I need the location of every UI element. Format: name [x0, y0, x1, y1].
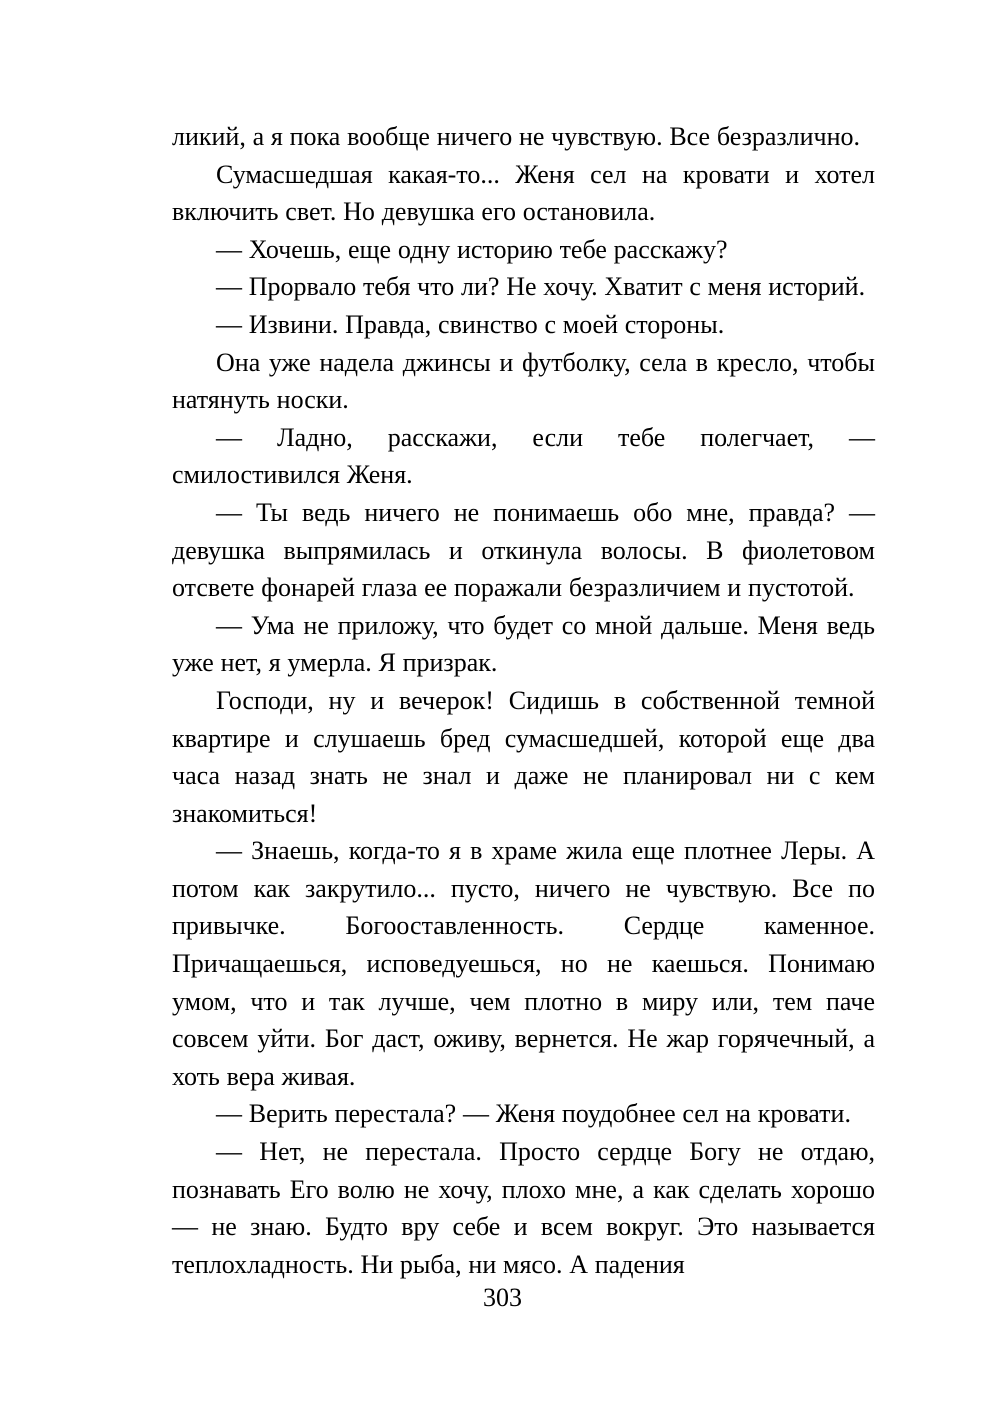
paragraph-dialogue-8: — Верить перестала? — Женя поудобнее сел на кровати. [216, 1099, 851, 1129]
page-number: 303 [483, 1283, 522, 1312]
paragraph-dialogue-3: — Извини. Правда, свинство с моей стороны. [216, 309, 725, 339]
paragraph-continuation: ликий, а я пока вообще ничего не чувствую. Все безразлично. [172, 122, 861, 151]
paragraph-dialogue-9: — Нет, не перестала. Просто сердце Богу не отдаю, познавать Его волю не хочу, плохо мне, а как сделать хорошо — не знаю. Будто вру себе и всем вокруг. Это называется теплохладность. Ни рыба, ни мясо. А падения [172, 1137, 875, 1279]
paragraph-dialogue-1: — Хочешь, еще одну историю тебе расскажу? [216, 234, 728, 264]
paragraph-dialogue-5: — Ты ведь ничего не понимаешь обо мне, правда? — девушка выпрямилась и откинула волосы. В фиолетовом отсвете фонарей глаза ее поражали безразличием и пустотой. [172, 497, 875, 603]
paragraph-narration-3: Господи, ну и вечерок! Сидишь в собственной темной квартире и слушаешь бред сумасшедшей, которой еще два часа назад знать не знал и даже не планировал ни с кем знакомиться! [172, 685, 875, 828]
paragraph-narration-2: Она уже надела джинсы и футболку, села в кресло, чтобы натянуть носки. [172, 347, 875, 415]
paragraph-dialogue-4: — Ладно, расскажи, если тебе полегчает, — смилостивился Женя. [172, 422, 875, 490]
page-text-block [172, 118, 875, 1283]
paragraph-narration-1: Сумасшедшая какая-то... Женя сел на кровати и хотел включить свет. Но девушка его остановила. [172, 159, 875, 227]
paragraph-dialogue-2: — Прорвало тебя что ли? Не хочу. Хватит с меня историй. [216, 272, 866, 302]
paragraph-dialogue-7: — Знаешь, когда-то я в храме жила еще плотнее Леры. А потом как закрутило... пусто, ничего не чувствую. Все по привычке. Богооставленность. Сердце каменное. Причащаешься, исповедуешься, но не каешься. Понимаю умом, что и так лучше, чем плотно в миру или, тем паче совсем уйти. Бог даст, оживу, вернется. Не жар горячечный, а хоть вера живая. [172, 836, 875, 1091]
paragraph-dialogue-6: — Ума не приложу, что будет со мной дальше. Меня ведь уже нет, я умерла. Я призрак. [172, 610, 875, 678]
